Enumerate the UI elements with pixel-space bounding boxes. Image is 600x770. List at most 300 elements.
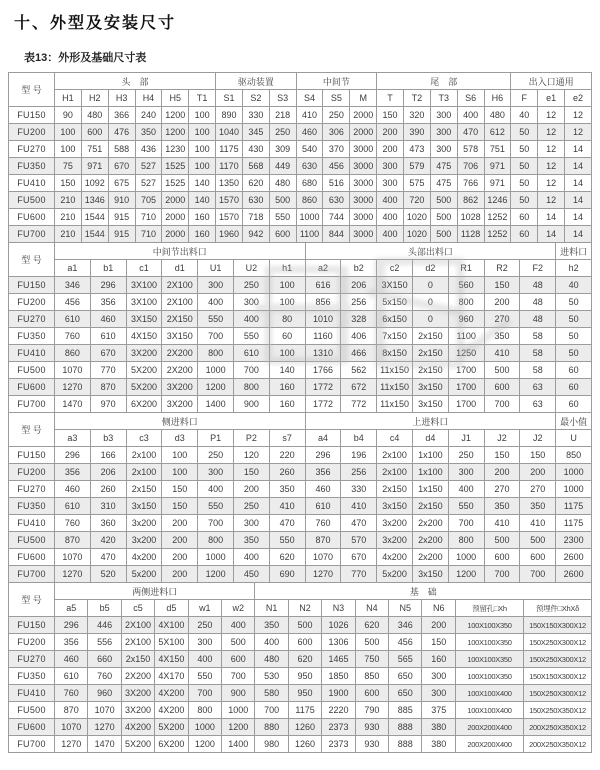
value-cell: 1200 (162, 124, 189, 141)
value-cell: 270 (484, 311, 520, 328)
value-cell: 300 (448, 464, 484, 481)
group-header: 中间节 (296, 73, 377, 90)
value-cell: 58 (520, 362, 556, 379)
col-header: S2 (242, 90, 269, 107)
value-cell: 350 (520, 498, 556, 515)
value-cell: 862 (457, 192, 484, 209)
value-cell: 50 (556, 328, 592, 345)
value-cell: 63 (520, 379, 556, 396)
value-cell: 14 (565, 192, 592, 209)
value-cell: 600 (520, 549, 556, 566)
value-cell: 3x200 (377, 515, 413, 532)
value-cell: 1x150 (412, 481, 448, 498)
table-row (9, 464, 592, 481)
value-cell: 6X200 (126, 396, 162, 413)
value-cell: 410 (269, 498, 305, 515)
value-cell: 1310 (305, 345, 341, 362)
value-cell: 48 (520, 277, 556, 294)
value-cell: 856 (305, 294, 341, 311)
col-header: d2 (412, 260, 448, 277)
value-cell: 12 (565, 107, 592, 124)
value-cell: 700 (233, 362, 269, 379)
value-cell: 3X200 (162, 379, 198, 396)
value-cell: 760 (55, 328, 91, 345)
col-header: S6 (457, 90, 484, 107)
table-row (9, 481, 592, 498)
value-cell: 870 (90, 379, 126, 396)
value-cell: 3000 (350, 141, 377, 158)
value-cell: 1092 (81, 175, 108, 192)
value-cell: 7x150 (377, 328, 413, 345)
value-cell: 150 (520, 447, 556, 464)
value-cell: 100 (189, 158, 216, 175)
value-cell: 150X150X300X12 (523, 668, 591, 685)
value-cell: 100 (55, 124, 82, 141)
value-cell: 527 (135, 175, 162, 192)
value-cell: 1270 (305, 566, 341, 583)
value-cell: 50 (511, 192, 538, 209)
value-cell: 2x100 (126, 447, 162, 464)
col-header: d4 (412, 430, 448, 447)
value-cell: 200X250X350X12 (523, 736, 591, 753)
value-cell: 3X200 (162, 396, 198, 413)
value-cell: 910 (108, 192, 135, 209)
value-cell: 980 (255, 736, 288, 753)
model-cell: FU410 (9, 175, 55, 192)
col-header: N6 (422, 600, 456, 617)
value-cell: 12 (538, 158, 565, 175)
value-cell: 1400 (198, 396, 234, 413)
value-cell: 1960 (216, 226, 243, 243)
value-cell: 610 (233, 345, 269, 362)
value-cell: 210 (55, 226, 82, 243)
value-cell: 2373 (322, 719, 355, 736)
value-cell: 3x150 (412, 396, 448, 413)
model-cell: FU350 (9, 498, 55, 515)
table-row (9, 566, 592, 583)
value-cell: 750 (355, 651, 388, 668)
value-cell: 1000 (448, 549, 484, 566)
model-cell: FU200 (9, 294, 55, 311)
value-cell: 100 (189, 124, 216, 141)
value-cell: 356 (90, 294, 126, 311)
value-cell: 2x150 (121, 651, 154, 668)
value-cell: 4X200 (155, 702, 188, 719)
value-cell: 766 (457, 175, 484, 192)
value-cell: 578 (457, 141, 484, 158)
value-cell: 150X150X300X12 (523, 617, 591, 634)
value-cell: 500 (430, 226, 457, 243)
value-cell: 2x100 (377, 464, 413, 481)
table-row (9, 719, 592, 736)
value-cell: 1544 (81, 226, 108, 243)
value-cell: 700 (448, 515, 484, 532)
value-cell: 1200 (188, 736, 221, 753)
value-cell: 2600 (556, 549, 592, 566)
value-cell: 500 (520, 532, 556, 549)
value-cell: 200 (233, 481, 269, 498)
value-cell: 1766 (305, 362, 341, 379)
col-header: c2 (377, 260, 413, 277)
col-header: c4 (377, 430, 413, 447)
value-cell: 700 (484, 566, 520, 583)
table-row (9, 379, 592, 396)
table-row (9, 209, 592, 226)
col-header: e2 (565, 90, 592, 107)
value-cell: 1270 (55, 566, 91, 583)
value-cell: 250 (323, 107, 350, 124)
value-cell: 150 (162, 481, 198, 498)
col-header: d3 (162, 430, 198, 447)
col-header: b2 (341, 260, 377, 277)
table-row (9, 328, 592, 345)
value-cell: 690 (269, 566, 305, 583)
table-row (9, 498, 592, 515)
value-cell: 400 (448, 481, 484, 498)
value-cell: 380 (422, 719, 456, 736)
value-cell: 2X100 (162, 277, 198, 294)
model-cell: FU600 (9, 209, 55, 226)
value-cell: 2X200 (162, 345, 198, 362)
group-header: 上进料口 (305, 413, 556, 430)
group-header: 驱动装置 (216, 73, 297, 90)
value-cell: 200 (162, 515, 198, 532)
value-cell: 50 (556, 294, 592, 311)
value-cell: 570 (341, 532, 377, 549)
model-cell: FU350 (9, 668, 55, 685)
value-cell: 0 (412, 311, 448, 328)
table-row (9, 141, 592, 158)
value-cell: 400 (233, 549, 269, 566)
value-cell: 320 (403, 107, 430, 124)
value-cell: 210 (55, 192, 82, 209)
value-cell: 200 (422, 617, 456, 634)
value-cell: 410 (341, 498, 377, 515)
page-title: 十、外型及安装尺寸 (14, 15, 177, 32)
model-cell: FU350 (9, 158, 55, 175)
value-cell: 220 (269, 447, 305, 464)
value-cell: 527 (135, 158, 162, 175)
value-cell: 356 (55, 464, 91, 481)
table-row (9, 277, 592, 294)
value-cell: 1525 (162, 175, 189, 192)
value-cell: 888 (389, 719, 422, 736)
value-cell: 2373 (322, 736, 355, 753)
group-header: 出入口通用 (511, 73, 592, 90)
col-header: U (556, 430, 592, 447)
col-header: H2 (81, 90, 108, 107)
value-cell: 800 (233, 379, 269, 396)
value-cell: 200 (484, 464, 520, 481)
value-cell: 1772 (305, 379, 341, 396)
value-cell: 1700 (448, 362, 484, 379)
value-cell: 296 (90, 277, 126, 294)
model-cell: FU270 (9, 141, 55, 158)
value-cell: 3X150 (377, 277, 413, 294)
value-cell: 90 (55, 107, 82, 124)
col-header: H5 (162, 90, 189, 107)
value-cell: 60 (556, 362, 592, 379)
value-cell: 706 (457, 158, 484, 175)
value-cell: 1850 (322, 668, 355, 685)
value-cell: 100 (269, 345, 305, 362)
value-cell: 950 (288, 668, 321, 685)
value-cell: 550 (269, 532, 305, 549)
value-cell: 844 (323, 226, 350, 243)
table-row (9, 345, 592, 362)
value-cell: 3x200 (126, 515, 162, 532)
table-row (9, 685, 592, 702)
value-cell: 60 (556, 396, 592, 413)
value-cell: 5X100 (155, 634, 188, 651)
value-cell: 700 (198, 515, 234, 532)
value-cell: 620 (355, 617, 388, 634)
value-cell: 1x100 (412, 464, 448, 481)
value-cell: 8x150 (377, 345, 413, 362)
value-cell: 2000 (162, 192, 189, 209)
value-cell: 1000 (556, 464, 592, 481)
value-cell: 120 (233, 447, 269, 464)
value-cell: 150 (484, 447, 520, 464)
value-cell: 890 (216, 107, 243, 124)
value-cell: 160 (269, 396, 305, 413)
value-cell: 610 (55, 668, 88, 685)
value-cell: 12 (538, 175, 565, 192)
value-cell: 350 (135, 124, 162, 141)
value-cell: 200 (162, 549, 198, 566)
model-cell: FU700 (9, 226, 55, 243)
value-cell: 200X250X350X12 (523, 719, 591, 736)
value-cell: 2x100 (377, 447, 413, 464)
value-cell: 1128 (457, 226, 484, 243)
value-cell: 11x150 (377, 379, 413, 396)
value-cell: 270 (520, 481, 556, 498)
value-cell: 700 (484, 396, 520, 413)
value-cell: 3000 (350, 209, 377, 226)
value-cell: 460 (90, 311, 126, 328)
value-cell: 50 (511, 141, 538, 158)
table-row (9, 124, 592, 141)
value-cell: 476 (108, 124, 135, 141)
value-cell: 410 (484, 515, 520, 532)
value-cell: 270 (484, 481, 520, 498)
value-cell: 100X100X400 (455, 702, 523, 719)
value-cell: 0 (412, 294, 448, 311)
value-cell: 100 (189, 107, 216, 124)
model-cell: FU500 (9, 702, 55, 719)
value-cell: 616 (305, 277, 341, 294)
value-cell: 1230 (162, 141, 189, 158)
value-cell: 850 (355, 668, 388, 685)
value-cell: 660 (88, 651, 121, 668)
value-cell: 300 (188, 634, 221, 651)
value-cell: 870 (305, 532, 341, 549)
col-header: S4 (296, 90, 323, 107)
model-cell: FU150 (9, 107, 55, 124)
value-cell: 11x150 (377, 362, 413, 379)
value-cell: 588 (108, 141, 135, 158)
value-cell: 63 (520, 396, 556, 413)
value-cell: 1175 (288, 702, 321, 719)
value-cell: 3000 (350, 226, 377, 243)
value-cell: 3X100 (126, 294, 162, 311)
table-row (9, 736, 592, 753)
value-cell: 400 (198, 481, 234, 498)
col-header: 预埋件□XhXδ (523, 600, 591, 617)
value-cell: 900 (233, 396, 269, 413)
value-cell: 400 (377, 192, 404, 209)
value-cell: 516 (323, 175, 350, 192)
value-cell: 150X250X350X12 (523, 702, 591, 719)
value-cell: 4X170 (155, 668, 188, 685)
value-cell: 500 (355, 634, 388, 651)
model-column-header: 型 号 (9, 243, 55, 277)
value-cell: 50 (556, 311, 592, 328)
value-cell: 296 (55, 447, 91, 464)
value-cell: 1000 (556, 481, 592, 498)
col-header: U1 (198, 260, 234, 277)
value-cell: 3x150 (412, 566, 448, 583)
col-header: H6 (484, 90, 511, 107)
value-cell: 888 (389, 736, 422, 753)
value-cell: 3x150 (126, 498, 162, 515)
group-header: 进料口 (556, 243, 592, 260)
value-cell: 436 (135, 141, 162, 158)
value-cell: 1000 (198, 549, 234, 566)
value-cell: 200 (484, 294, 520, 311)
value-cell: 460 (55, 651, 88, 668)
value-cell: 1700 (448, 379, 484, 396)
value-cell: 2X150 (162, 311, 198, 328)
value-cell: 2000 (350, 107, 377, 124)
value-cell: 400 (188, 651, 221, 668)
value-cell: 675 (108, 175, 135, 192)
col-header: F2 (520, 260, 556, 277)
value-cell: 720 (403, 192, 430, 209)
value-cell: 760 (55, 685, 88, 702)
col-header: S3 (269, 90, 296, 107)
group-header: 头 部 (55, 73, 216, 90)
value-cell: 2x150 (412, 498, 448, 515)
value-cell: 480 (255, 651, 288, 668)
col-header: c5 (121, 600, 154, 617)
value-cell: 4x200 (126, 549, 162, 566)
value-cell: 610 (90, 328, 126, 345)
value-cell: 1175 (556, 515, 592, 532)
value-cell: 200 (520, 464, 556, 481)
value-cell: 100 (189, 141, 216, 158)
model-cell: FU600 (9, 549, 55, 566)
value-cell: 4X150 (155, 651, 188, 668)
value-cell: 550 (198, 311, 234, 328)
value-cell: 770 (90, 362, 126, 379)
value-cell: 300 (430, 124, 457, 141)
value-cell: 100 (55, 141, 82, 158)
value-cell: 850 (556, 447, 592, 464)
value-cell: 565 (389, 651, 422, 668)
group-header: 中间节出料口 (55, 243, 306, 260)
value-cell: 5X200 (155, 719, 188, 736)
value-cell: 2x150 (412, 328, 448, 345)
value-cell: 400 (198, 294, 234, 311)
value-cell: 50 (511, 124, 538, 141)
value-cell: 50 (511, 158, 538, 175)
value-cell: 700 (198, 328, 234, 345)
value-cell: 140 (189, 175, 216, 192)
model-cell: FU200 (9, 464, 55, 481)
value-cell: 3X150 (126, 311, 162, 328)
table-outlet-dimensions (8, 242, 592, 413)
value-cell: 300 (198, 464, 234, 481)
group-header: 头部出料口 (305, 243, 556, 260)
value-cell: 300 (430, 141, 457, 158)
value-cell: 14 (538, 226, 565, 243)
model-cell: FU700 (9, 396, 55, 413)
value-cell: 296 (305, 447, 341, 464)
value-cell: 950 (288, 685, 321, 702)
value-cell: 0 (412, 277, 448, 294)
value-cell: 1700 (448, 396, 484, 413)
value-cell: 772 (341, 396, 377, 413)
value-cell: 942 (242, 226, 269, 243)
value-cell: 12 (538, 124, 565, 141)
table-row (9, 668, 592, 685)
value-cell: 12 (538, 107, 565, 124)
value-cell: 250 (448, 447, 484, 464)
value-cell: 200 (162, 532, 198, 549)
value-cell: 150 (377, 107, 404, 124)
value-cell: 160 (189, 209, 216, 226)
value-cell: 2000 (162, 209, 189, 226)
table-caption: 表13：外形及基础尺寸表 (24, 52, 147, 64)
table-row (9, 702, 592, 719)
value-cell: 400 (377, 209, 404, 226)
value-cell: 4x200 (377, 549, 413, 566)
value-cell: 520 (90, 566, 126, 583)
model-cell: FU700 (9, 566, 55, 583)
value-cell: 400 (457, 107, 484, 124)
value-cell: 3x200 (126, 532, 162, 549)
value-cell: 2x150 (126, 481, 162, 498)
value-cell: 310 (90, 498, 126, 515)
col-header: H3 (108, 90, 135, 107)
value-cell: 550 (188, 668, 221, 685)
col-header: F (511, 90, 538, 107)
model-cell: FU410 (9, 345, 55, 362)
value-cell: 1100 (448, 328, 484, 345)
value-cell: 700 (188, 685, 221, 702)
value-cell: 3X100 (126, 277, 162, 294)
value-cell: 500 (484, 362, 520, 379)
group-header: 基 础 (255, 583, 592, 600)
value-cell: 449 (269, 158, 296, 175)
value-cell: 100 (162, 447, 198, 464)
value-cell: 346 (55, 277, 91, 294)
value-cell: 150X250X300X12 (523, 634, 591, 651)
model-cell: FU270 (9, 481, 55, 498)
value-cell: 309 (269, 141, 296, 158)
value-cell: 5x200 (126, 566, 162, 583)
value-cell: 150X250X300X12 (523, 651, 591, 668)
value-cell: 6X200 (155, 736, 188, 753)
value-cell: 3000 (350, 175, 377, 192)
group-header: 最小值 (556, 413, 592, 430)
value-cell: 2x200 (412, 549, 448, 566)
value-cell: 680 (296, 175, 323, 192)
value-cell: 1270 (55, 736, 88, 753)
model-cell: FU500 (9, 362, 55, 379)
value-cell: 400 (255, 634, 288, 651)
